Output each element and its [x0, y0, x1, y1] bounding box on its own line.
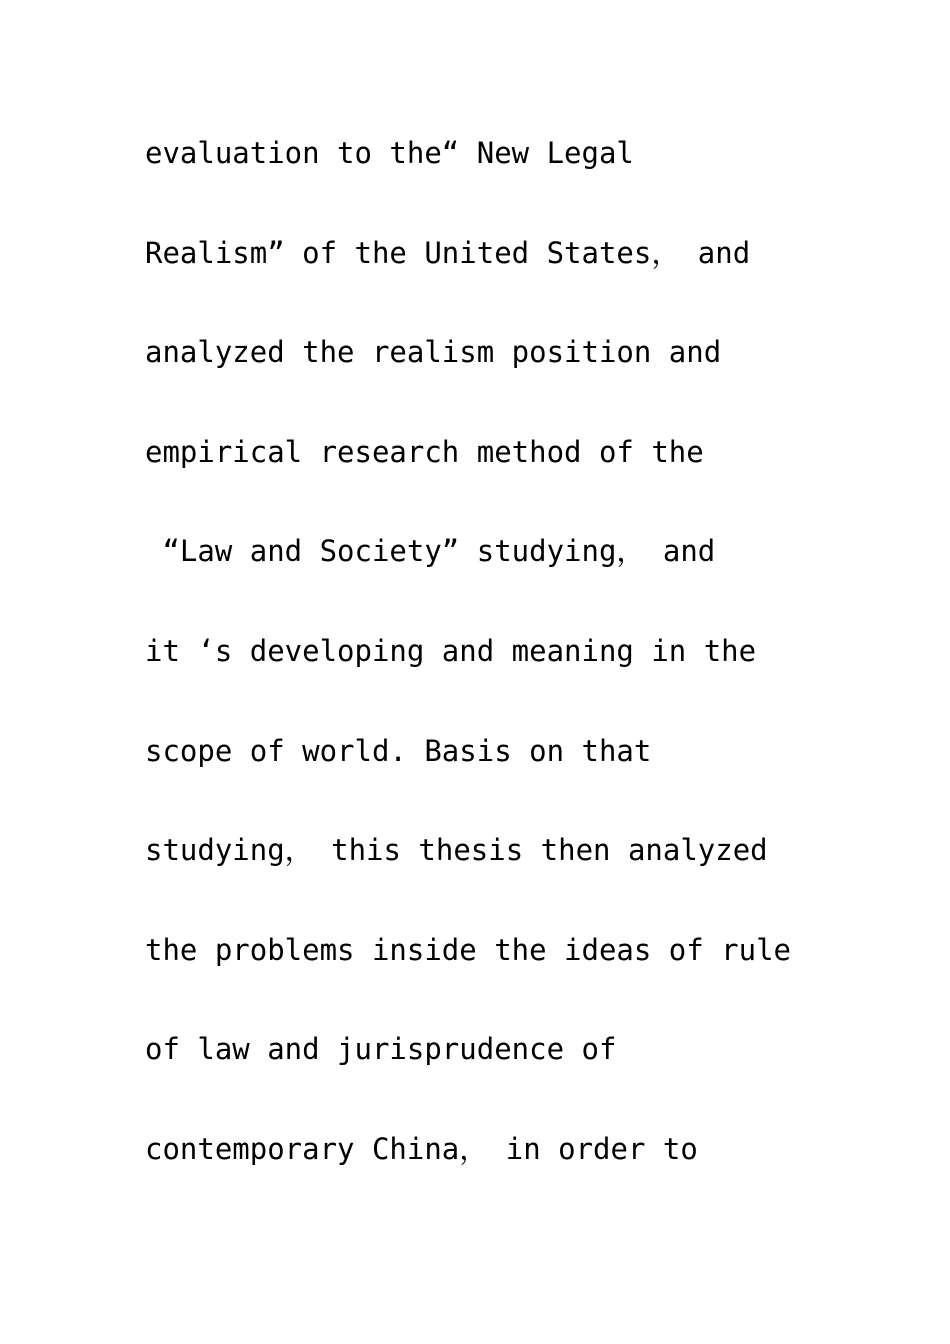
text-line: scope of world. Basis on that — [145, 733, 652, 768]
text-line: analyzed the realism position and — [145, 335, 722, 370]
text-line: contemporary China， in order to — [145, 1131, 698, 1166]
text-line: Realism” of the United States， and — [145, 235, 751, 270]
text-line: “Law and Society” studying， and — [145, 534, 716, 569]
text-line: studying， this thesis then analyzed — [145, 833, 768, 868]
text-line: empirical research method of the — [145, 434, 704, 469]
text-line: the problems inside the ideas of rule — [145, 932, 792, 967]
abstract-text — [145, 128, 925, 1224]
text-line: evaluation to the“ New Legal — [145, 136, 634, 170]
text-line: it ‘s developing and meaning in the — [145, 633, 757, 668]
text-line: of law and jurisprudence of — [145, 1032, 617, 1067]
